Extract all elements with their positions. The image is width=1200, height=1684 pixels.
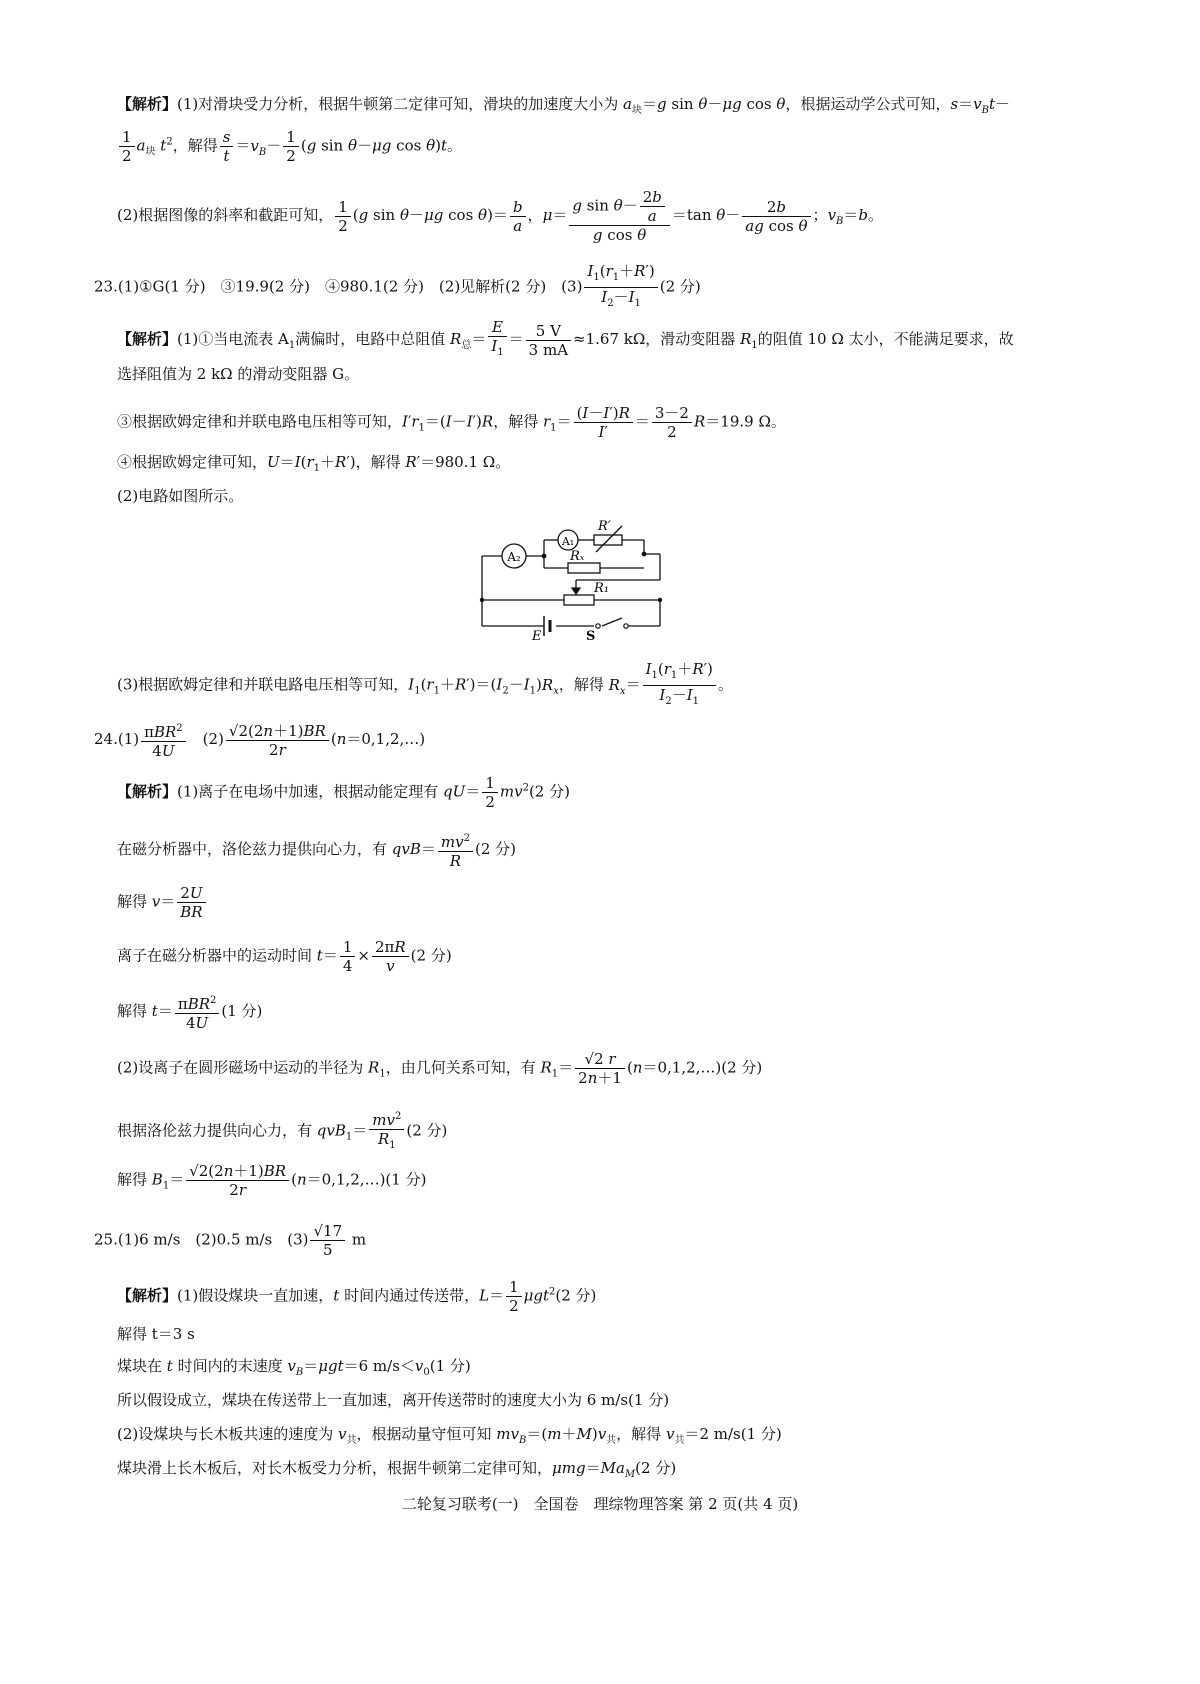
text-line-20: 25.(1)6 m/s (2)0.5 m/s (3) $\frac{√17}{5}$ m <box>94 1222 367 1259</box>
label-a2: A₂ <box>507 550 521 564</box>
text-line-24: 所以假设成立，煤块在传送带上一直加速，离开传送带时的速度大小为 6 m/s(1 分) <box>117 1391 670 1409</box>
text-line-8: ④根据欧姆定律可知，$U=I(r_1+R')$，解得 R′＝980.1 Ω。 <box>117 453 511 474</box>
text-line-19: 解得 $B_1=$ $\frac{√2(2n+1)BR}{2r}$ (n＝0,1,2,…)(1 分) <box>117 1162 427 1199</box>
label-e: E <box>532 629 542 642</box>
text-line-21: 【解析】(1)假设煤块一直加速，t 时间内通过传送带，L＝ $\frac{1}{2}$ μgt$^2$(2 分) <box>117 1278 597 1315</box>
text-line-6: 选择阻值为 2 kΩ 的滑动变阻器 G。 <box>117 365 360 383</box>
label-s: S <box>586 629 596 642</box>
label-r1: R₁ <box>594 581 609 596</box>
text-line-26: 煤块滑上长木板后，对长木板受力分析，根据牛顿第二定律可知，$\mu mg=Ma_M(2$ 分) <box>117 1459 677 1480</box>
text-line-2: $\frac{1}{2}$ $a_块$ $t^2$，解得 $\frac{s}{t}$ $=v_B-$ $\frac{1}{2}$ (g sin θ－μg cos θ)t。 <box>117 128 462 165</box>
text-line-15: 离子在磁分析器中的运动时间 t＝ $\frac{1}{4}$ × $\frac{2\pi R}{v}$ (2 分) <box>117 938 452 975</box>
text-line-3: (2)根据图像的斜率和截距可知， $\frac{1}{2}$ (g sin θ－μg cos θ)＝ $\frac{b}{a}$ ，μ＝ g sin θ－ $\frac{2b}{a}$ g cos θ ＝tan θ－ $\frac{2b}{\text{ag cos θ}}$ ；$v_B=b$。 <box>117 188 884 244</box>
text-line-12: 【解析】(1)离子在电场中加速，根据动能定理有 qU＝ $\frac{1}{2}$ $mv^2(2$ 分) <box>117 774 570 811</box>
page-footer: 二轮复习联考(一) 全国卷 理综物理答案 第 2 页(共 4 页) <box>401 1495 799 1513</box>
text-line-18: 根据洛伦兹力提供向心力，有 qvB$_1$＝ $\frac{mv^2}{R_1}$ (2 分) <box>117 1108 447 1155</box>
text-line-22: 解得 t＝3 s <box>117 1325 195 1343</box>
text-line-16: 解得 t＝ $\frac{\pi BR^2}{4U}$ (1 分) <box>117 992 262 1032</box>
r1-resistor <box>564 595 594 605</box>
text-line-7: ③根据欧姆定律和并联电路电压相等可知，$I'r_1=(I-I')R$，解得 $r_1=$ $\frac{(I-I')R}{I'}$ ＝ $\frac{3-2}{2}$ R＝19.9 Ω。 <box>117 404 786 441</box>
label-rx: Rₓ <box>570 549 585 564</box>
text-line-23: 煤块在 t 时间内的末速度 $v_B=\mu gt=6$ $m/s<v_0(1$ 分) <box>117 1357 471 1378</box>
text-line-5: 【解析】(1)①当电流表 $A_1$满偏时，电路中总阻值 $R_总=$ $\frac{E}{I_1}$ ＝ $\frac{5 V}{3 mA}$ ≈1.67 kΩ，滑动变阻器 $R_1$的阻值 10 Ω 太小，不能满足要求，故 <box>117 318 1014 359</box>
text-line-11: 24.(1) $\frac{\pi BR^2}{4U}$ (2) $\frac{√2(2n+1)BR}{2r}$ (n＝0,1,2,…) <box>94 721 426 760</box>
text-line-9: (2)电路如图所示。 <box>117 487 244 505</box>
text-line-1: 【解析】(1)对滑块受力分析，根据牛顿第二定律可知，滑块的加速度大小为 $a_块=g$ sin θ－μg cos θ，根据运动学公式可知，$s=v_Bt-$ <box>117 95 1011 116</box>
switch-contact-left <box>596 624 600 628</box>
text-line-14: 解得 v＝ $\frac{2U}{BR}$ <box>117 884 208 921</box>
text-line-10: (3)根据欧姆定律和并联电路电压相等可知，$I_1(r_1+R')=(I_2-I_1)R_x$，解得 $R_x=$ $\frac{I_1(r_1+R')}{I_2-I_1}$ 。 <box>117 660 733 707</box>
label-a1: A₁ <box>561 535 575 548</box>
text-line-17: (2)设离子在圆形磁场中运动的半径为 $R_1$，由几何关系可知，有 $R_1=$ $\frac{√2 r}{2n+1}$ (n＝0,1,2,…)(2 分) <box>117 1050 763 1087</box>
rx-resistor <box>568 563 600 573</box>
text-line-13: 在磁分析器中，洛伦兹力提供向心力，有 qvB＝ $\frac{mv^2}{R}$ (2 分) <box>117 830 516 870</box>
text-line-25: (2)设煤块与长木板共速的速度为 $v_共$，根据动量守恒可知 $mv_B=(m+M)v_共$，解得 $v_共=2$ m/s(1 分) <box>117 1425 782 1446</box>
label-r-prime: R′ <box>598 519 611 534</box>
switch-contact-right <box>624 624 628 628</box>
circuit-diagram <box>478 516 668 642</box>
text-line-4: 23.(1)①G(1 分) ③19.9(2 分) ④980.1(2 分) (2)见解析(2 分) (3) $\frac{I_1(r_1+R')}{I_2-I_1}$ (2 分) <box>94 262 701 309</box>
